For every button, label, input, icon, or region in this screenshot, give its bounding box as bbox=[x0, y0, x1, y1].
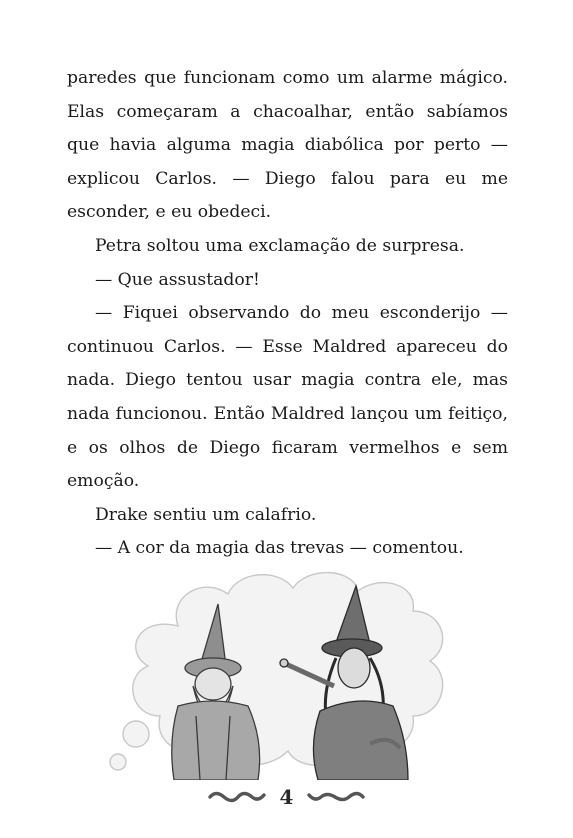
paragraph-6: — A cor da magia das trevas — comentou. bbox=[95, 538, 464, 559]
swirl-ornament-icon bbox=[208, 789, 266, 805]
paragraph-3: — Que assustador! bbox=[95, 269, 260, 290]
paragraph-4: — Fiquei observando do meu esconderijo — continuou Carlos. — Esse Maldred apareceu do nada. Diego tentou usar magia contra ele, mas nada funcionou. Então Maldred lançou um feitiço, e os olhos de Diego ficaram vermelhos e sem emoção. bbox=[67, 303, 508, 492]
paragraph-1: paredes que funcionam como um alarme mágico. Elas começaram a chacoalhar, então sabíamos que havia alguma magia diabólica por perto — explicou Carlos. — Diego falou para eu me esconder, e eu obedeci. bbox=[67, 68, 508, 223]
paragraph-5: Drake sentiu um calafrio. bbox=[95, 504, 317, 525]
page-footer bbox=[0, 780, 573, 814]
body-text bbox=[67, 62, 508, 566]
paragraph-2: Petra soltou uma exclamação de surpresa. bbox=[95, 235, 465, 256]
swirl-ornament-icon bbox=[307, 789, 365, 805]
page-number: 4 bbox=[279, 785, 294, 809]
wizards-thought-bubble-illustration bbox=[108, 566, 468, 780]
